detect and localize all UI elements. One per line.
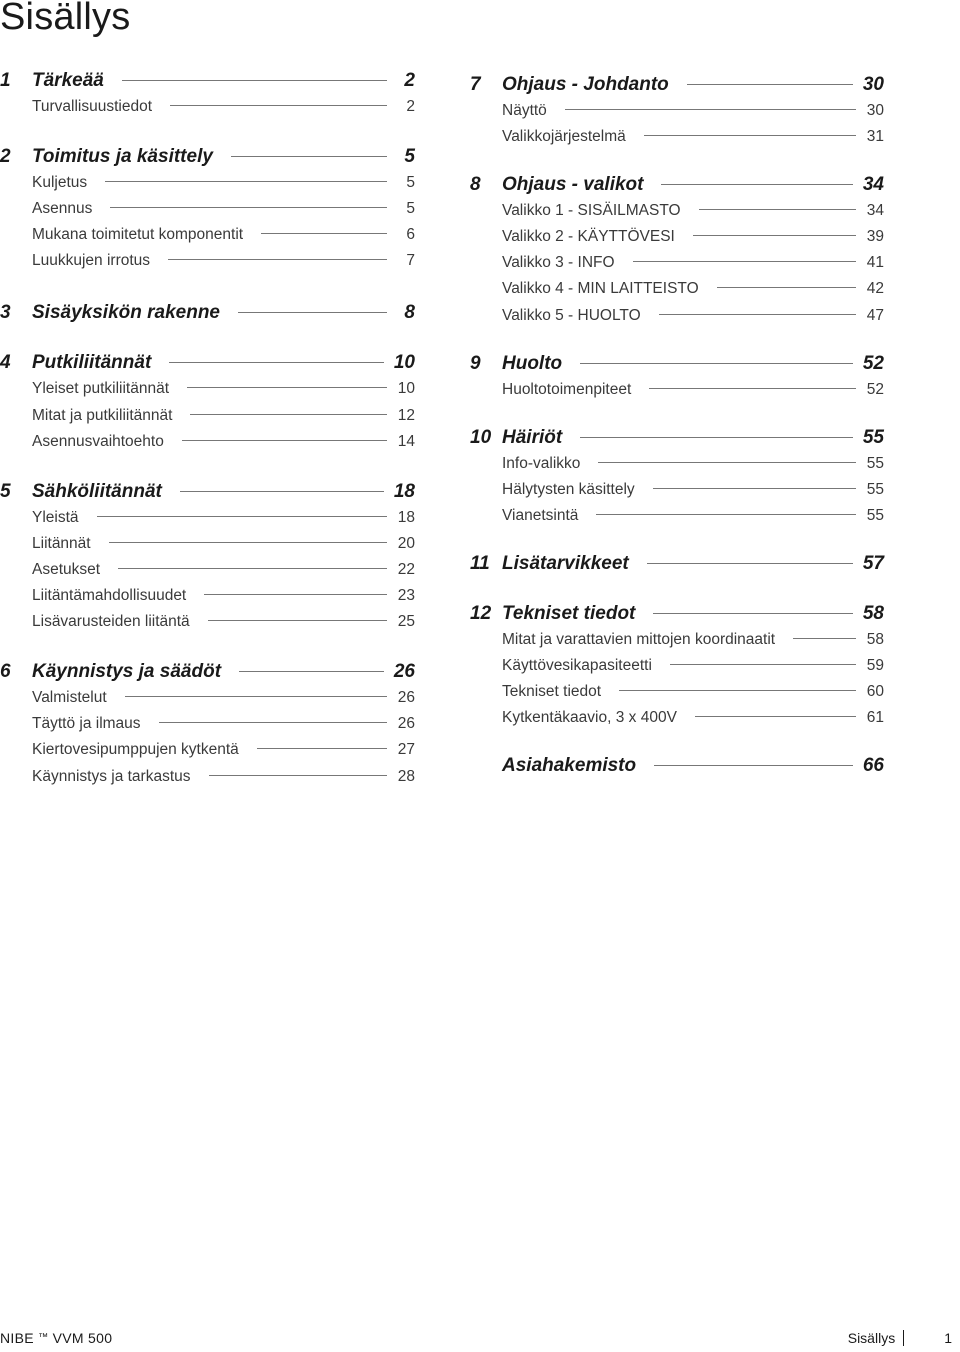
subsection-page-number: 60 [866,683,884,701]
dot-leader [109,542,387,543]
subsection-title: Vianetsintä [502,506,579,524]
dot-leader [122,80,387,81]
subsection-page-number: 34 [866,202,884,220]
toc-chapter-entry[interactable] [0,479,415,505]
subsection-page-number: 5 [406,174,415,192]
chapter-page-number: 30 [862,74,884,95]
subsection-page-number: 59 [866,657,884,675]
dot-leader [239,671,384,672]
toc-section [470,172,884,328]
toc-subsection-entry[interactable] [0,403,415,429]
subsection-title: Mitat ja varattavien mittojen koordinaatit [502,631,776,649]
chapter-number: 11 [470,553,490,575]
dot-leader [238,312,387,313]
subsection-page-number: 2 [406,98,415,115]
footer-separator [903,1330,904,1346]
subsection-title: Valikko 2 - KÄYTTÖVESI [502,228,675,246]
toc-chapter-entry[interactable] [0,68,415,94]
toc-section [0,144,415,274]
subsection-page-number: 25 [397,613,415,631]
chapter-number: 8 [470,174,481,196]
chapter-title: Tekniset tiedot [502,603,636,625]
toc-subsection-entry[interactable] [0,94,415,120]
dot-leader [687,84,853,85]
subsection-title: Kuljetus [32,174,88,192]
subsection-page-number: 6 [406,226,415,244]
toc-subsection-entry[interactable] [470,477,884,503]
toc-subsection-entry[interactable] [470,250,884,276]
chapter-number: 7 [470,74,481,95]
subsection-title: Valmistelut [32,689,107,707]
chapter-title: Tärkeää [32,70,104,91]
toc-section [470,551,884,577]
subsection-title: Yleiset putkiliitännät [32,380,169,398]
dot-leader [182,440,387,441]
toc-chapter-entry[interactable] [0,350,415,376]
toc-subsection-entry[interactable] [0,557,415,583]
toc-right-column [470,72,884,779]
toc-subsection-entry[interactable] [0,248,415,274]
dot-leader [596,514,856,515]
dot-leader [231,156,387,157]
subsection-page-number: 14 [397,432,415,450]
subsection-title: Info-valikko [502,454,581,472]
subsection-page-number: 12 [397,406,415,424]
dot-leader [159,722,387,723]
chapter-page-number: 58 [862,603,884,625]
toc-subsection-entry[interactable] [0,685,415,711]
chapter-title: Sisäyksikön rakenne [32,302,220,324]
dot-leader [105,181,387,182]
dot-leader [170,105,387,106]
toc-subsection-entry[interactable] [470,679,884,705]
subsection-page-number: 55 [866,454,884,472]
subsection-title: Täyttö ja ilmaus [32,715,141,733]
toc-subsection-entry[interactable] [470,198,884,224]
chapter-number: 10 [470,426,492,448]
chapter-page-number: 10 [393,352,415,374]
subsection-title: Valikko 1 - SISÄILMASTO [502,202,681,220]
toc-section [470,72,884,150]
toc-section [470,425,884,529]
subsection-title: Huoltotoimenpiteet [502,380,632,398]
toc-chapter-entry[interactable] [0,144,415,170]
toc-subsection-entry[interactable] [0,711,415,737]
subsection-page-number: 10 [397,380,415,398]
chapter-page-number: 2 [404,70,415,91]
subsection-title: Valikko 3 - INFO [502,254,615,272]
toc-section [0,350,415,454]
subsection-page-number: 55 [866,506,884,524]
subsection-title: Valikkojärjestelmä [502,128,626,146]
chapter-number: 4 [0,352,11,374]
subsection-title: Lisävarusteiden liitäntä [32,613,190,631]
dot-leader [208,620,387,621]
brand-name: NIBE [0,1330,34,1346]
chapter-number: 5 [0,480,11,502]
dot-leader [204,594,387,595]
dot-leader [118,568,387,569]
toc-subsection-entry[interactable] [470,377,884,403]
chapter-title: Ohjaus - valikot [502,174,644,196]
chapter-page-number: 52 [862,352,884,374]
dot-leader [661,184,852,185]
dot-leader [97,516,387,517]
subsection-page-number: 39 [866,228,884,246]
subsection-page-number: 26 [397,715,415,733]
toc-subsection-entry[interactable] [0,170,415,196]
dot-leader [619,690,856,691]
subsection-title: Mukana toimitetut komponentit [32,226,244,244]
subsection-page-number: 18 [397,508,415,526]
chapter-title: Huolto [502,352,563,374]
toc-left-column [0,68,415,790]
dot-leader [633,261,856,262]
toc-section [0,659,415,789]
chapter-number: 12 [470,603,492,625]
dot-leader [793,638,856,639]
chapter-title: Sähköliitännät [32,480,162,502]
toc-subsection-entry[interactable] [0,531,415,557]
dot-leader [169,362,384,363]
toc-chapter-entry[interactable] [470,551,884,577]
dot-leader [565,109,856,110]
dot-leader [110,207,387,208]
subsection-page-number: 22 [397,560,415,578]
toc-subsection-entry[interactable] [470,503,884,529]
subsection-title: Kytkentäkaavio, 3 x 400V [502,709,677,727]
dot-leader [580,437,853,438]
subsection-page-number: 27 [397,741,415,759]
subsection-title: Turvallisuustiedot [32,98,153,115]
chapter-page-number: 66 [862,755,884,777]
toc-subsection-entry[interactable] [470,705,884,731]
subsection-page-number: 31 [866,128,884,146]
toc-section [0,68,415,120]
toc-subsection-entry[interactable] [0,737,415,763]
dot-leader [209,775,387,776]
dot-leader [190,414,387,415]
toc-chapter-entry[interactable] [0,659,415,685]
chapter-page-number: 55 [862,426,884,448]
subsection-title: Näyttö [502,102,547,119]
chapter-page-number: 8 [404,302,415,324]
subsection-page-number: 41 [866,254,884,272]
toc-subsection-entry[interactable] [470,627,884,653]
toc-subsection-entry[interactable] [0,429,415,455]
toc-subsection-entry[interactable] [470,98,884,124]
toc-section [0,300,415,326]
toc-subsection-entry[interactable] [0,764,415,790]
toc-chapter-entry[interactable] [470,351,884,377]
subsection-title: Luukkujen irrotus [32,252,151,270]
subsection-title: Kiertovesipumppujen kytkentä [32,741,239,759]
dot-leader [644,135,856,136]
toc-chapter-entry[interactable] [470,72,884,98]
subsection-page-number: 52 [866,380,884,398]
subsection-title: Tekniset tiedot [502,683,602,701]
chapter-title: Toimitus ja käsittely [32,146,213,168]
chapter-page-number: 18 [393,480,415,502]
subsection-page-number: 5 [406,200,415,218]
subsection-page-number: 7 [406,252,415,270]
toc-subsection-entry[interactable] [470,224,884,250]
toc-chapter-entry[interactable] [470,601,884,627]
subsection-title: Hälytysten käsittely [502,480,635,498]
chapter-page-number: 5 [404,146,415,168]
chapter-number: 3 [0,302,11,324]
subsection-page-number: 28 [397,767,415,785]
subsection-page-number: 58 [866,631,884,649]
subsection-title: Liitännät [32,534,91,552]
chapter-number: 2 [0,146,11,168]
subsection-title: Mitat ja putkiliitännät [32,406,173,424]
dot-leader [180,491,384,492]
dot-leader [168,259,387,260]
toc-subsection-entry[interactable] [0,609,415,635]
chapter-title: Lisätarvikkeet [502,553,629,575]
toc-subsection-entry[interactable] [0,222,415,248]
chapter-page-number: 26 [393,661,415,683]
subsection-title: Yleistä [32,508,79,526]
subsection-page-number: 42 [866,280,884,298]
subsection-title: Käyttövesikapasiteetti [502,657,652,675]
toc-section [470,753,884,779]
toc-subsection-entry[interactable] [470,653,884,679]
toc-chapter-entry[interactable] [0,300,415,326]
subsection-page-number: 61 [866,709,884,727]
dot-leader [717,287,856,288]
dot-leader [653,488,856,489]
chapter-title: Ohjaus - Johdanto [502,74,669,95]
dot-leader [670,664,856,665]
chapter-title: Putkiliitännät [32,352,152,374]
page-footer [0,1330,960,1352]
chapter-title: Häiriöt [502,426,563,448]
footer-brand [0,1330,112,1346]
dot-leader [125,696,387,697]
dot-leader [647,563,853,564]
dot-leader [261,233,387,234]
page-title: Sisällys [0,0,131,38]
dot-leader [649,388,856,389]
dot-leader [699,209,856,210]
dot-leader [187,387,387,388]
dot-leader [653,613,852,614]
subsection-page-number: 55 [866,480,884,498]
chapter-number: 9 [470,352,481,374]
chapter-page-number: 57 [862,553,884,575]
dot-leader [654,765,853,766]
toc-subsection-entry[interactable] [470,451,884,477]
subsection-page-number: 30 [866,102,884,119]
footer-right [848,1330,952,1346]
dot-leader [580,363,853,364]
subsection-page-number: 26 [397,689,415,707]
subsection-page-number: 20 [397,534,415,552]
toc-subsection-entry[interactable] [0,196,415,222]
subsection-title: Valikko 4 - MIN LAITTEISTO [502,280,699,298]
toc-chapter-entry[interactable] [470,425,884,451]
chapter-number: 1 [0,70,11,91]
subsection-title: Asennusvaihtoehto [32,432,164,450]
dot-leader [659,314,856,315]
toc-subsection-entry[interactable] [470,124,884,150]
subsection-title: Liitäntämahdollisuudet [32,587,187,605]
subsection-page-number: 47 [866,306,884,324]
subsection-title: Asennus [32,200,93,218]
trademark-symbol: ™ [38,1332,49,1343]
toc-subsection-entry[interactable] [470,303,884,329]
toc-chapter-entry[interactable] [470,753,884,779]
chapter-title: Käynnistys ja säädöt [32,661,222,683]
toc-section [0,479,415,635]
subsection-title: Käynnistys ja tarkastus [32,767,191,785]
subsection-title: Asetukset [32,560,101,578]
footer-page-number: 1 [944,1330,952,1346]
toc-subsection-entry[interactable] [0,583,415,609]
dot-leader [598,462,856,463]
dot-leader [257,748,387,749]
model-name: VVM 500 [52,1330,113,1346]
toc-section [470,601,884,731]
subsection-page-number: 23 [397,587,415,605]
chapter-title: Asiahakemisto [502,755,637,777]
toc-chapter-entry[interactable] [470,172,884,198]
dot-leader [695,716,856,717]
toc-subsection-entry[interactable] [470,276,884,302]
dot-leader [693,235,856,236]
toc-section [470,351,884,403]
footer-section-name: Sisällys [847,1330,896,1346]
toc-subsection-entry[interactable] [0,505,415,531]
chapter-number: 6 [0,661,11,683]
toc-subsection-entry[interactable] [0,376,415,402]
chapter-page-number: 34 [862,174,884,196]
subsection-title: Valikko 5 - HUOLTO [502,306,641,324]
